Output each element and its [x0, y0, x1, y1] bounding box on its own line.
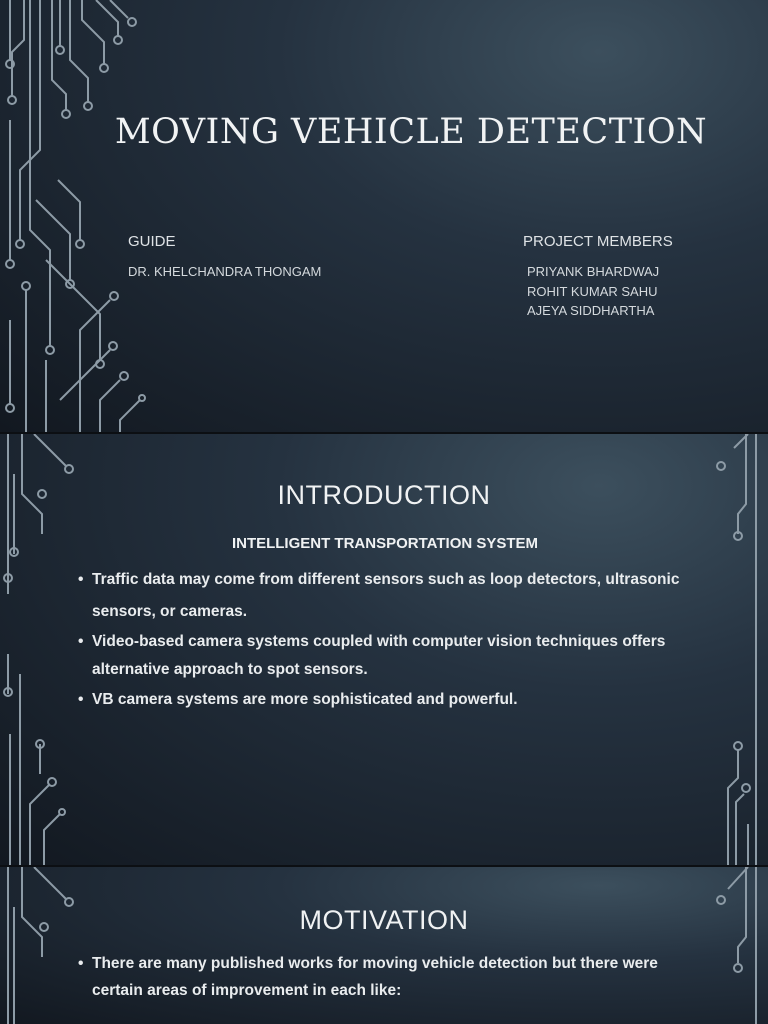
- section-subtitle: INTELLIGENT TRANSPORTATION SYSTEM: [231, 535, 539, 552]
- bullet-icon: •: [78, 691, 84, 708]
- bullet-icon: •: [78, 571, 84, 588]
- members-label: PROJECT MEMBERS: [523, 233, 673, 250]
- bullet-icon: •: [78, 633, 84, 650]
- presentation-title: MOVING VEHICLE DETECTION: [114, 112, 708, 152]
- bullet-text: sensors, or cameras.: [92, 603, 248, 620]
- member-name: AJEYA SIDDHARTHA: [527, 303, 655, 318]
- motivation-slide: [0, 867, 768, 1024]
- bullet-item: [80, 955, 720, 1000]
- bullet-item: [80, 691, 720, 709]
- introduction-slide: [0, 434, 768, 865]
- title-slide: [0, 0, 768, 432]
- member-list: [527, 262, 659, 321]
- bullet-text: There are many published works for moving vehicle detection but there were: [92, 955, 658, 972]
- bullet-item: [80, 633, 720, 679]
- section-title: INTRODUCTION: [277, 480, 491, 510]
- member-name: ROHIT KUMAR SAHU: [527, 283, 658, 299]
- guide-label: GUIDE: [128, 233, 176, 250]
- bullet-item: [80, 571, 720, 621]
- bullet-list: [80, 955, 720, 1010]
- circuit-decoration-left: [0, 867, 80, 1024]
- guide-name: DR. KHELCHANDRA THONGAM: [128, 264, 322, 279]
- bullet-text: certain areas of improvement in each like:: [92, 982, 402, 999]
- circuit-decoration-left: [0, 0, 160, 432]
- section-title: MOTIVATION: [299, 905, 469, 935]
- bullet-text: alternative approach to spot sensors.: [92, 661, 368, 678]
- bullet-text: VB camera systems are more sophisticated and powerful.: [92, 691, 518, 708]
- bullet-text: Traffic data may come from different sensors such as loop detectors, ultrasonic: [92, 571, 680, 588]
- member-name: PRIYANK BHARDWAJ: [527, 264, 660, 279]
- bullet-list: [80, 571, 720, 719]
- bullet-icon: •: [78, 955, 84, 972]
- bullet-text: Video-based camera systems coupled with computer vision techniques offers: [92, 633, 666, 650]
